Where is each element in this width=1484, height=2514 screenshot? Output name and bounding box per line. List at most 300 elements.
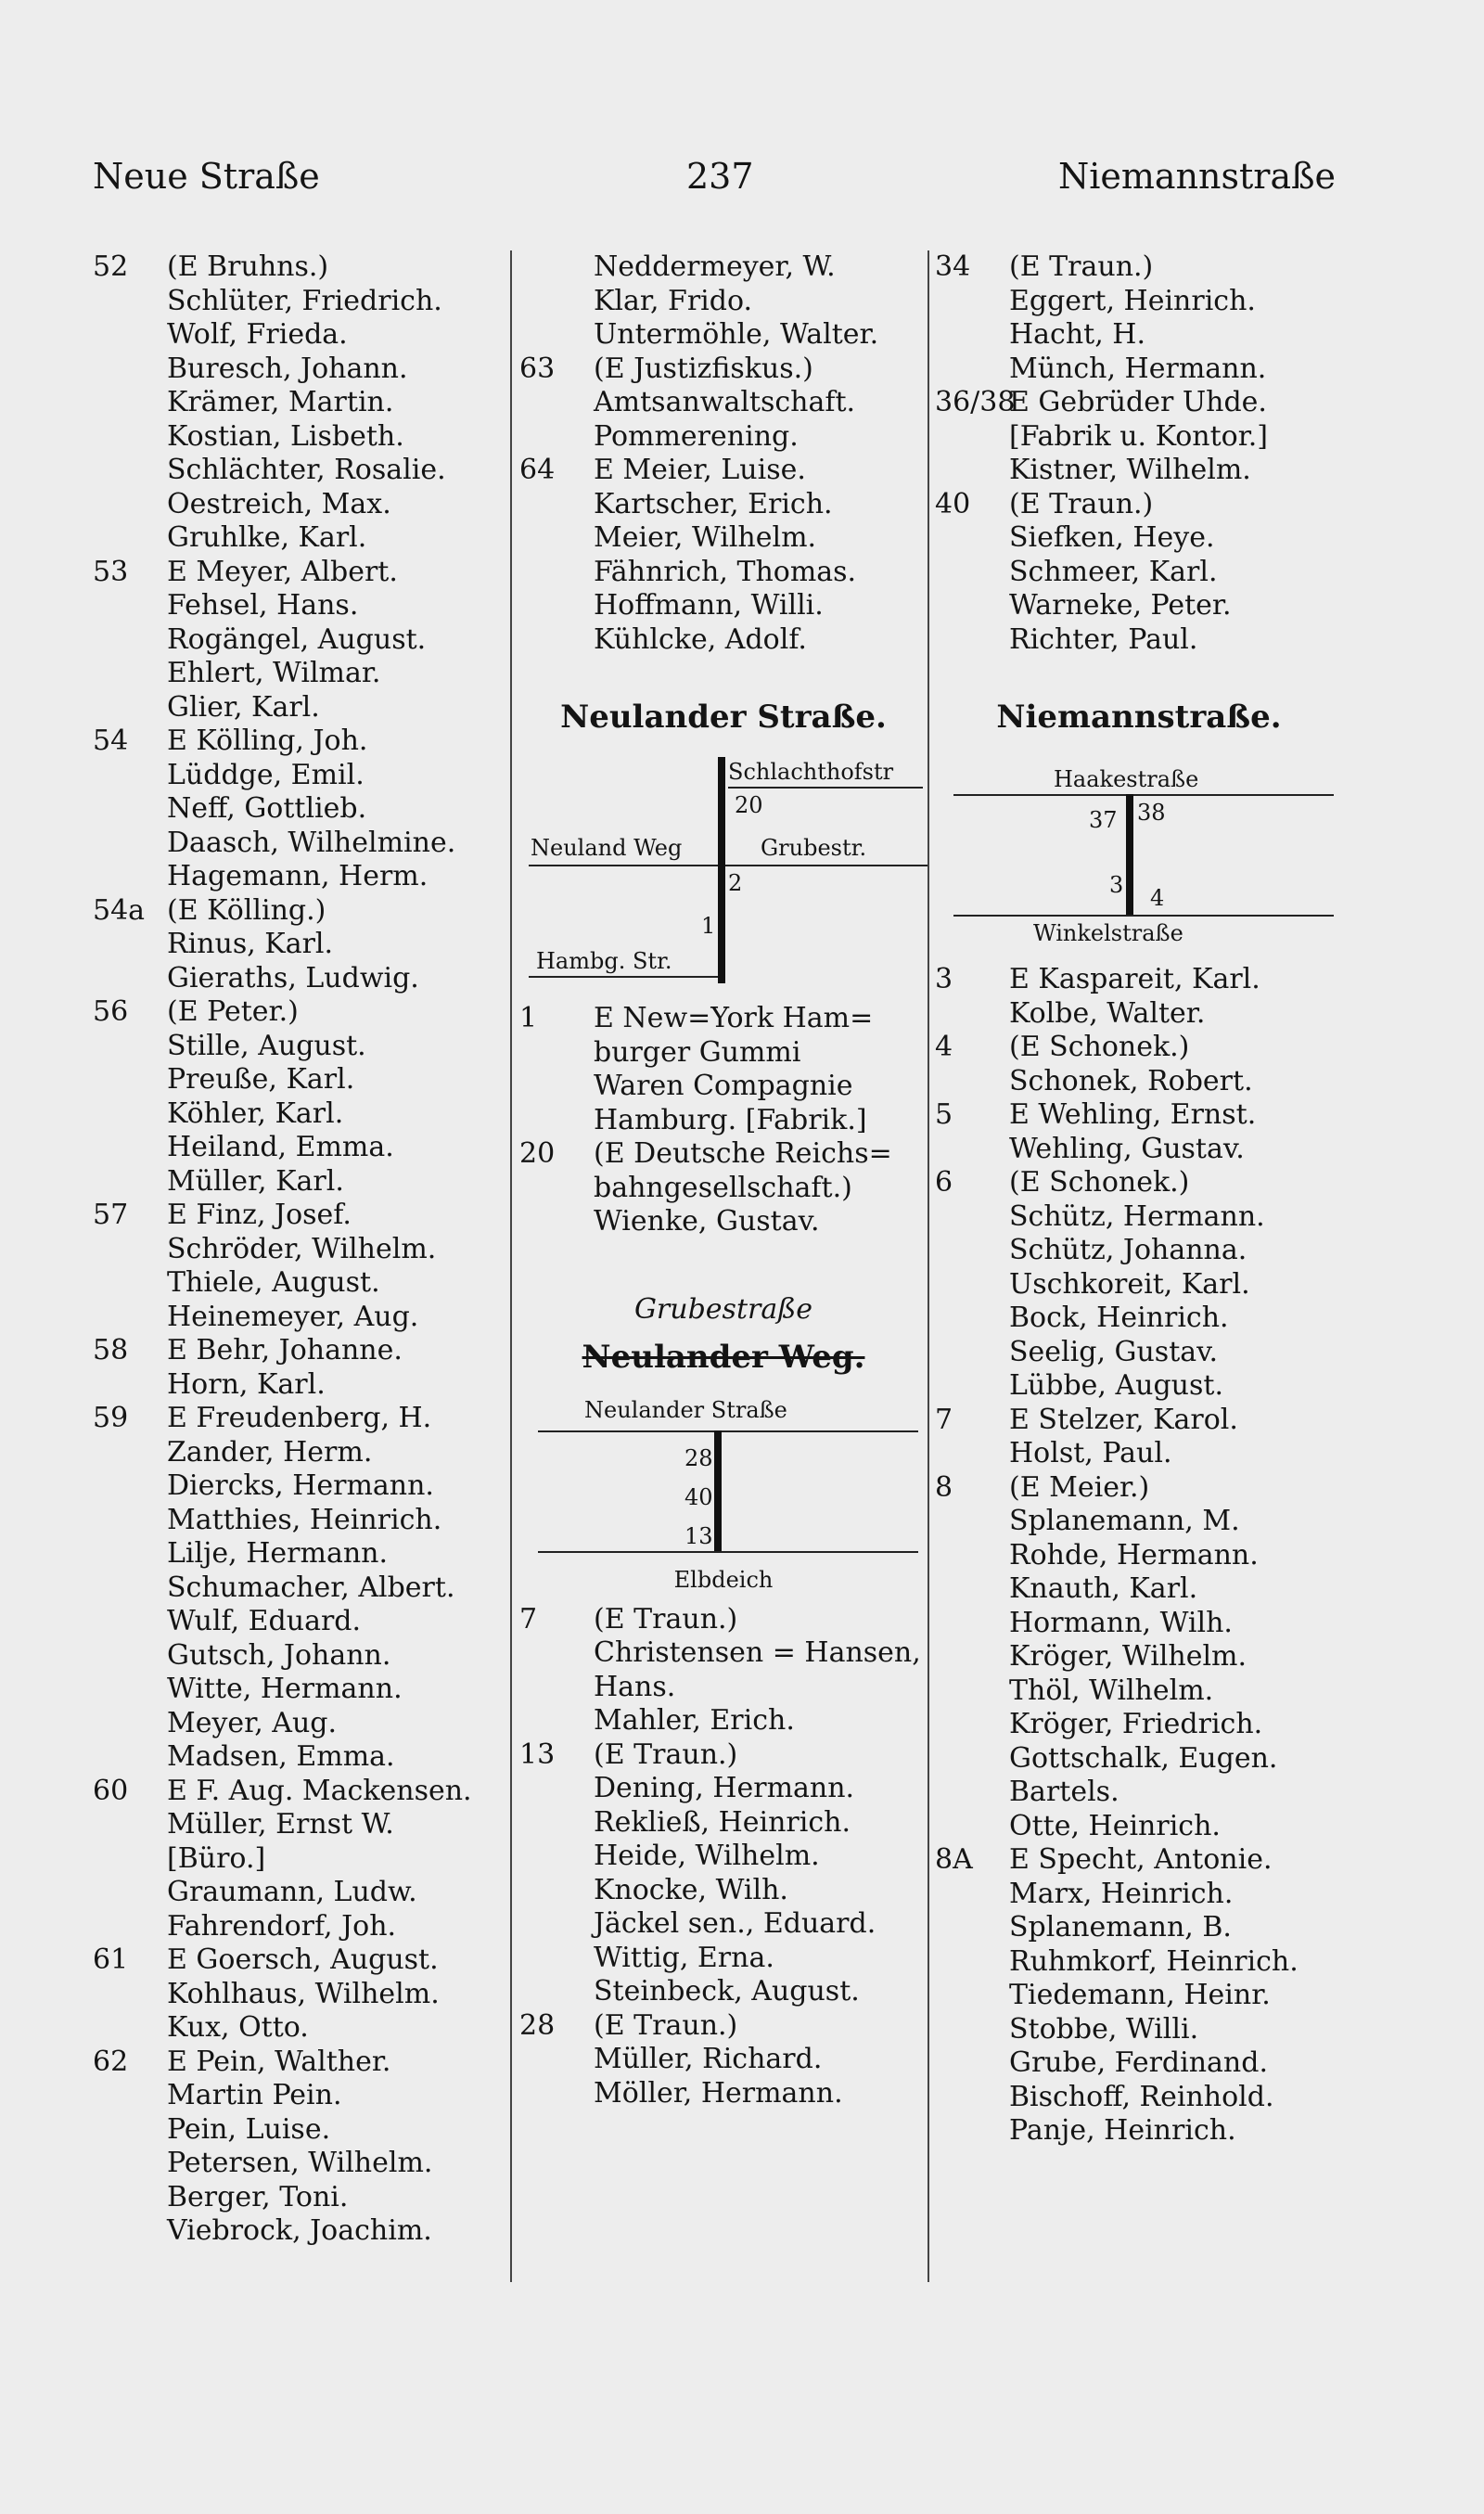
address-entry <box>935 386 1343 488</box>
entry-line <box>93 2181 515 2215</box>
resident-name: E Goersch, August. <box>167 1943 439 1976</box>
entry-line <box>519 1002 928 1036</box>
resident-name: Warneke, Peter. <box>1009 589 1232 622</box>
entry-line <box>935 1843 1343 1878</box>
entry-line <box>93 1842 515 1877</box>
running-head-left: Neue Straße <box>93 156 320 197</box>
resident-name: (E Kölling.) <box>167 893 326 927</box>
resident-name: E F. Aug. Mackensen. <box>167 1774 472 1807</box>
entry-line <box>935 556 1343 590</box>
resident-name: Heide, Wilhelm. <box>594 1840 820 1872</box>
resident-name: Meier, Wilhelm. <box>594 521 817 554</box>
section-title-neulander: Neulander Straße. <box>560 699 887 736</box>
house-number: 8 <box>935 1470 953 1504</box>
entry-line <box>93 589 515 623</box>
address-entry <box>93 995 515 1199</box>
entry-line <box>935 454 1343 488</box>
entry-line <box>93 420 515 455</box>
map-label-28: 28 <box>684 1444 713 1471</box>
resident-name: Witte, Hermann. <box>167 1673 403 1705</box>
entry-line <box>93 1368 515 1403</box>
map-label-hambg: Hambg. Str. <box>536 948 672 974</box>
resident-name: Marx, Heinrich. <box>1009 1877 1234 1910</box>
resident-name: Ehlert, Wilmar. <box>167 657 381 689</box>
entry-line <box>93 2079 515 2113</box>
resident-name: E Stelzer, Karol. <box>1009 1403 1238 1436</box>
resident-name: E New=York Ham= <box>594 1002 874 1034</box>
resident-name: Bartels. <box>1009 1776 1119 1808</box>
resident-name: Berger, Toni. <box>167 2180 349 2213</box>
resident-name: Hacht, H. <box>1009 318 1145 351</box>
resident-name: Christensen = Hansen, <box>594 1636 921 1669</box>
resident-name: Mahler, Erich. <box>594 1704 795 1737</box>
entry-line <box>93 928 515 962</box>
resident-name: (E Traun.) <box>594 2008 738 2042</box>
entry-line <box>93 1402 515 1436</box>
house-number: 61 <box>93 1943 129 1976</box>
entry-line <box>935 1471 1343 1506</box>
map-label-4: 4 <box>1150 885 1165 911</box>
house-number: 57 <box>93 1199 129 1231</box>
map-road-line <box>953 915 1334 917</box>
entry-line <box>935 1234 1343 1268</box>
resident-name: [Büro.] <box>167 1841 266 1875</box>
resident-name: Siefken, Heye. <box>1009 521 1215 554</box>
entry-line <box>935 1200 1343 1235</box>
resident-name: Kartscher, Erich. <box>594 487 833 520</box>
resident-name: Klar, Frido. <box>594 284 753 317</box>
resident-name: Richter, Paul. <box>1009 622 1198 656</box>
resident-name: Zander, Herm. <box>167 1435 373 1469</box>
house-number: 53 <box>93 555 129 588</box>
resident-name: Thöl, Wilhelm. <box>1009 1674 1214 1707</box>
entry-line <box>519 1772 928 1806</box>
address-entry <box>519 1738 928 2009</box>
entry-line <box>935 2114 1343 2148</box>
address-entry <box>935 488 1343 658</box>
resident-name: Schlüter, Friedrich. <box>167 284 442 317</box>
map-label-38: 38 <box>1137 800 1166 826</box>
house-number: 54 <box>93 725 129 757</box>
house-number: 28 <box>519 2008 556 2042</box>
resident-name: E Gebrüder Uhde. <box>1009 386 1267 418</box>
resident-name: Thiele, August. <box>167 1266 380 1299</box>
resident-name: Amtsanwaltschaft. <box>594 386 856 418</box>
entry-line <box>519 2077 928 2111</box>
entry-line <box>519 1907 928 1942</box>
entry-line <box>935 1742 1343 1776</box>
entry-line <box>519 318 928 353</box>
resident-name: (E Meier.) <box>1009 1470 1150 1504</box>
resident-name: Glier, Karl. <box>167 690 320 724</box>
resident-name: Kux, Otto. <box>167 2011 309 2044</box>
address-entry <box>93 894 515 996</box>
resident-name: Lübbe, August. <box>1009 1369 1223 1402</box>
resident-name: Uschkoreit, Karl. <box>1009 1267 1250 1301</box>
entry-line <box>519 1942 928 1976</box>
resident-name: Hormann, Wilh. <box>1009 1606 1233 1639</box>
resident-name: Gruhlke, Karl. <box>167 521 367 554</box>
resident-name: Heiland, Emma. <box>167 1131 394 1163</box>
entry-line <box>93 657 515 691</box>
address-entry <box>93 1334 515 1402</box>
section-title-struck: Neulander Weg. <box>582 1338 865 1376</box>
entry-line <box>93 1605 515 1639</box>
entry-line <box>935 1065 1343 1099</box>
entry-line <box>93 488 515 522</box>
entry-line <box>93 1436 515 1470</box>
resident-name: Waren Compagnie <box>594 1070 853 1102</box>
resident-name: Hoffmann, Willi. <box>594 589 824 622</box>
resident-name: Köhler, Karl. <box>167 1097 344 1130</box>
house-number: 7 <box>519 1602 538 1635</box>
entry-line <box>93 386 515 420</box>
resident-name: Heinemeyer, Aug. <box>167 1300 419 1333</box>
house-number: 60 <box>93 1774 129 1807</box>
resident-name: (E Peter.) <box>167 995 299 1028</box>
resident-name: Müller, Richard. <box>594 2043 823 2075</box>
resident-name: Fahrendorf, Joh. <box>167 1909 397 1943</box>
resident-name: Bischoff, Reinhold. <box>1009 2080 1274 2113</box>
address-entry <box>93 250 515 556</box>
resident-name: Wulf, Eduard. <box>167 1605 362 1637</box>
house-number: 64 <box>519 454 556 486</box>
house-number: 56 <box>93 995 129 1028</box>
entry-line <box>519 589 928 623</box>
entry-line <box>93 827 515 861</box>
address-entry <box>519 454 928 657</box>
entry-line <box>935 1708 1343 1742</box>
resident-name: Hagemann, Herm. <box>167 860 429 892</box>
map-label-top: Neulander Straße <box>584 1396 787 1423</box>
resident-name: Kostian, Lisbeth. <box>167 419 404 453</box>
entry-line <box>93 1639 515 1674</box>
entry-line <box>519 1205 928 1239</box>
entry-line <box>93 1097 515 1132</box>
entry-line <box>93 1876 515 1910</box>
resident-name: Jäckel sen., Eduard. <box>594 1907 876 1940</box>
resident-name: Seelig, Gustav. <box>1009 1335 1219 1368</box>
resident-name: (E Traun.) <box>1009 250 1154 283</box>
resident-name: E Specht, Antonie. <box>1009 1843 1273 1876</box>
resident-name: Diercks, Hermann. <box>167 1469 434 1502</box>
map-road-line <box>538 1551 918 1553</box>
resident-name: Hans. <box>594 1670 676 1703</box>
resident-name: E Behr, Johanne. <box>167 1334 403 1366</box>
house-number: 54a <box>93 893 146 927</box>
entry-line <box>93 2147 515 2181</box>
entry-line <box>935 1539 1343 1573</box>
entry-line <box>519 1840 928 1874</box>
entry-line <box>935 1607 1343 1641</box>
resident-name: Wolf, Frieda. <box>167 318 348 351</box>
entry-line <box>519 2009 928 2044</box>
resident-name: (E Traun.) <box>594 1602 738 1635</box>
resident-name: Knauth, Karl. <box>1009 1572 1198 1605</box>
street-diagram-neulander <box>519 751 928 993</box>
entry-line <box>519 353 928 387</box>
entry-line <box>935 589 1343 623</box>
resident-name: (E Deutsche Reichs= <box>594 1137 892 1170</box>
resident-name: Müller, Ernst W. <box>167 1808 394 1841</box>
entry-line <box>93 623 515 658</box>
resident-name: Neddermeyer, W. <box>594 250 836 283</box>
resident-name: Lüddge, Emil. <box>167 758 365 791</box>
entry-line <box>93 318 515 353</box>
house-number: 6 <box>935 1166 953 1199</box>
resident-name: Splanemann, M. <box>1009 1505 1240 1537</box>
entry-line <box>93 1469 515 1504</box>
resident-name: (E Traun.) <box>1009 487 1154 520</box>
entry-line <box>93 1537 515 1571</box>
entry-line <box>519 1603 928 1637</box>
address-entry <box>519 250 928 353</box>
address-entry <box>93 1943 515 2046</box>
column-2 <box>519 250 928 2110</box>
resident-name: Horn, Karl. <box>167 1367 326 1401</box>
resident-name: E Freudenberg, H. <box>167 1402 432 1434</box>
house-number: 40 <box>935 487 971 520</box>
resident-name: Madsen, Emma. <box>167 1740 395 1773</box>
house-number: 52 <box>93 250 129 283</box>
resident-name: E Kaspareit, Karl. <box>1009 963 1260 995</box>
resident-name: Eggert, Heinrich. <box>1009 284 1256 317</box>
street-diagram-niemann <box>935 751 1343 956</box>
entry-line <box>519 521 928 556</box>
entry-line <box>93 1504 515 1538</box>
resident-name: Petersen, Wilhelm. <box>167 2147 433 2179</box>
resident-name: Gottschalk, Eugen. <box>1009 1741 1278 1775</box>
resident-name: Schmeer, Karl. <box>1009 555 1218 588</box>
address-entry <box>935 1031 1343 1098</box>
entry-line <box>93 792 515 827</box>
entry-line <box>935 1776 1343 1810</box>
entry-line <box>519 556 928 590</box>
map-label-13: 13 <box>684 1522 713 1549</box>
entry-line <box>935 1810 1343 1844</box>
address-entry <box>519 1137 928 1239</box>
resident-name: Stobbe, Willi. <box>1009 2012 1199 2046</box>
resident-name: Rohde, Hermann. <box>1009 1538 1259 1571</box>
resident-name: (E Traun.) <box>594 1738 738 1771</box>
resident-name: Steinbeck, August. <box>594 1975 860 2007</box>
address-entry <box>93 1775 515 1944</box>
resident-name: Gutsch, Johann. <box>167 1638 391 1672</box>
entry-line <box>935 2013 1343 2047</box>
page-number: 237 <box>686 156 754 197</box>
resident-name: (E Justizfiskus.) <box>594 352 813 385</box>
house-number: 20 <box>519 1137 556 1170</box>
handwritten-correction: Grubestraße <box>633 1292 813 1326</box>
house-number: 7 <box>935 1403 953 1436</box>
address-entry <box>935 250 1343 386</box>
map-label-bottom: Elbdeich <box>673 1566 774 1593</box>
entry-line <box>935 1572 1343 1607</box>
resident-name: Wittig, Erna. <box>594 1941 774 1974</box>
entry-line <box>93 2113 515 2148</box>
resident-name: Lilje, Hermann. <box>167 1537 389 1570</box>
entry-line <box>935 2081 1343 2115</box>
resident-name: Kröger, Friedrich. <box>1009 1708 1263 1740</box>
house-number: 8A <box>935 1843 973 1876</box>
map-street-bar <box>714 1430 722 1551</box>
map-label-20: 20 <box>735 792 763 818</box>
entry-line <box>519 1874 928 1908</box>
resident-name: Oestreich, Max. <box>167 487 391 520</box>
entry-line <box>519 1172 928 1206</box>
map-label-2: 2 <box>728 870 743 896</box>
entry-line <box>519 420 928 455</box>
entry-line <box>93 556 515 590</box>
resident-name: Kolbe, Walter. <box>1009 996 1206 1030</box>
entry-line <box>935 1166 1343 1200</box>
entry-line <box>519 1036 928 1071</box>
resident-name: Grube, Ferdinand. <box>1009 2046 1268 2079</box>
resident-name: (E Schonek.) <box>1009 1166 1190 1199</box>
resident-name: Münch, Hermann. <box>1009 352 1267 385</box>
entry-line <box>519 2043 928 2077</box>
entry-line <box>93 250 515 285</box>
resident-name: (E Bruhns.) <box>167 250 329 283</box>
entry-line <box>519 1636 928 1671</box>
resident-name: Preuße, Karl. <box>167 1063 355 1096</box>
map-road-line <box>538 1430 918 1432</box>
entry-line <box>935 488 1343 522</box>
entry-line <box>519 1738 928 1773</box>
entry-line <box>519 1704 928 1738</box>
resident-name: Daasch, Wilhelmine. <box>167 826 456 859</box>
map-label-37: 37 <box>1089 807 1118 833</box>
resident-name: Stille, August. <box>167 1029 366 1062</box>
entry-line <box>935 1640 1343 1674</box>
entry-line <box>93 1266 515 1301</box>
resident-name: Schütz, Hermann. <box>1009 1199 1265 1233</box>
resident-name: Kohlhaus, Wilhelm. <box>167 1977 440 2010</box>
entry-line <box>519 285 928 319</box>
entry-line <box>935 1437 1343 1471</box>
entry-line <box>935 1098 1343 1133</box>
map-road-line <box>529 976 725 978</box>
address-entry <box>935 1471 1343 1844</box>
resident-name: Rogängel, August. <box>167 622 427 656</box>
resident-name: Buresch, Johann. <box>167 352 408 385</box>
entry-line <box>519 488 928 522</box>
entry-line <box>93 1334 515 1368</box>
entry-line <box>935 1945 1343 1980</box>
entry-line <box>935 1505 1343 1539</box>
resident-name: Untermöhle, Walter. <box>594 318 879 351</box>
resident-name: Kröger, Wilhelm. <box>1009 1640 1247 1673</box>
house-number: 4 <box>935 1031 953 1063</box>
resident-name: Kühlcke, Adolf. <box>594 622 807 656</box>
map-label-schlachthof: Schlachthofstr <box>728 759 894 785</box>
resident-name: Schlächter, Rosalie. <box>167 454 446 486</box>
entry-line <box>935 1911 1343 1945</box>
entry-line <box>519 386 928 420</box>
house-number: 34 <box>935 250 971 283</box>
resident-name: Krämer, Martin. <box>167 386 394 418</box>
house-number: 59 <box>93 1402 129 1434</box>
address-entry <box>935 963 1343 1031</box>
resident-name: burger Gummi <box>594 1035 801 1069</box>
entry-line <box>93 1673 515 1707</box>
section-title-niemann: Niemannstraße. <box>996 699 1282 736</box>
address-entry <box>93 725 515 894</box>
address-entry <box>93 1199 515 1334</box>
entry-line <box>935 1336 1343 1370</box>
resident-name: Müller, Karl. <box>167 1164 344 1198</box>
house-number: 13 <box>519 1738 556 1771</box>
entry-line <box>93 1707 515 1741</box>
entry-line <box>93 1030 515 1064</box>
entry-line <box>935 1674 1343 1709</box>
resident-name: E Wehling, Ernst. <box>1009 1098 1257 1131</box>
map-label-grubestr: Grubestr. <box>761 835 867 861</box>
resident-name: Fähnrich, Thomas. <box>594 555 857 588</box>
entry-line <box>935 1878 1343 1912</box>
address-entry <box>93 2046 515 2249</box>
resident-name: Wehling, Gustav. <box>1009 1132 1245 1165</box>
entry-line <box>935 1369 1343 1404</box>
entry-line <box>935 521 1343 556</box>
entry-line <box>93 353 515 387</box>
entry-line <box>519 623 928 658</box>
resident-name: Schütz, Johanna. <box>1009 1234 1247 1266</box>
resident-name: E Meier, Luise. <box>594 454 806 486</box>
resident-name: Rekließ, Heinrich. <box>594 1805 851 1839</box>
entry-line <box>935 318 1343 353</box>
map-road-line <box>953 794 1334 796</box>
resident-name: Fehsel, Hans. <box>167 589 359 622</box>
resident-name: Splanemann, B. <box>1009 1911 1232 1943</box>
entry-line <box>93 894 515 929</box>
entry-line <box>93 2214 515 2249</box>
entry-line <box>93 759 515 793</box>
entry-line <box>93 1808 515 1842</box>
column-rule-2 <box>928 250 929 2282</box>
entry-line <box>935 1302 1343 1336</box>
entry-line <box>519 1671 928 1705</box>
address-entry <box>519 353 928 455</box>
entry-line <box>93 962 515 996</box>
entry-line <box>519 1137 928 1172</box>
resident-name: Matthies, Heinrich. <box>167 1503 442 1536</box>
resident-name: (E Schonek.) <box>1009 1031 1190 1063</box>
house-number: 58 <box>93 1334 129 1366</box>
entry-line <box>93 995 515 1030</box>
map-road-line <box>529 865 928 866</box>
resident-name: Panje, Heinrich. <box>1009 2114 1236 2147</box>
entry-line <box>93 1165 515 1199</box>
map-label-neuland-weg: Neuland Weg <box>531 835 683 861</box>
resident-name: Bock, Heinrich. <box>1009 1302 1229 1334</box>
map-label-haake: Haakestraße <box>1054 766 1199 792</box>
address-entry <box>935 1098 1343 1166</box>
map-street-bar <box>718 757 725 983</box>
resident-name: Tiedemann, Heinr. <box>1009 1979 1271 2011</box>
resident-name: Holst, Paul. <box>1009 1437 1172 1469</box>
entry-line <box>519 1975 928 2009</box>
resident-name: E Kölling, Joh. <box>167 725 368 757</box>
address-entry <box>519 2009 928 2111</box>
entry-line <box>935 1404 1343 1438</box>
resident-name: bahngesellschaft.) <box>594 1171 852 1204</box>
address-entry <box>93 1402 515 1775</box>
column-3 <box>935 250 1343 2148</box>
resident-name: Hamburg. [Fabrik.] <box>594 1103 867 1136</box>
entry-line <box>93 285 515 319</box>
resident-name: Schumacher, Albert. <box>167 1571 455 1604</box>
